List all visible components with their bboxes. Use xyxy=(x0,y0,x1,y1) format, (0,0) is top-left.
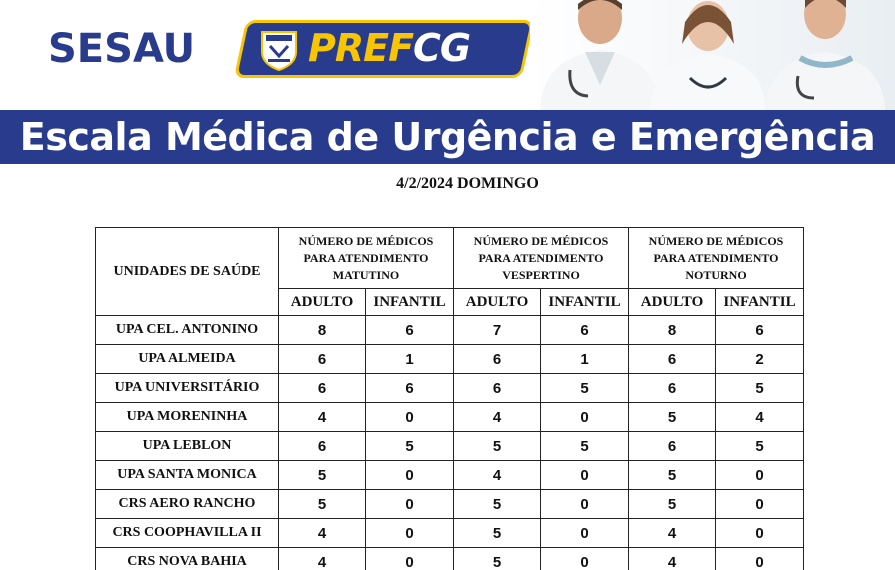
table-row xyxy=(96,461,804,490)
table-row xyxy=(96,403,804,432)
value-cell: 0 xyxy=(366,490,454,519)
value-cell: 6 xyxy=(279,374,366,403)
title-banner xyxy=(0,110,895,164)
page-header xyxy=(0,0,895,110)
value-cell: 0 xyxy=(541,548,629,570)
value-cell: 4 xyxy=(454,403,541,432)
value-cell: 2 xyxy=(716,345,804,374)
schedule-date: 4/2/2024 DOMINGO xyxy=(396,175,539,192)
value-cell: 6 xyxy=(279,345,366,374)
subheader-adult: ADULTO xyxy=(279,289,366,316)
value-cell: 4 xyxy=(454,461,541,490)
value-cell: 8 xyxy=(629,316,716,345)
value-cell: 5 xyxy=(279,490,366,519)
unit-name: UPA CEL. ANTONINO xyxy=(96,316,279,345)
period-header-night: NÚMERO DE MÉDICOS PARA ATENDIMENTO NOTURNO xyxy=(629,228,804,289)
unit-name: CRS COOPHAVILLA II xyxy=(96,519,279,548)
value-cell: 6 xyxy=(541,316,629,345)
value-cell: 0 xyxy=(366,548,454,570)
unit-name: UPA UNIVERSITÁRIO xyxy=(96,374,279,403)
value-cell: 6 xyxy=(629,432,716,461)
value-cell: 5 xyxy=(454,519,541,548)
value-cell: 1 xyxy=(366,345,454,374)
value-cell: 0 xyxy=(541,519,629,548)
value-cell: 5 xyxy=(541,432,629,461)
value-cell: 6 xyxy=(366,374,454,403)
value-cell: 5 xyxy=(629,490,716,519)
table-row xyxy=(96,490,804,519)
table-row xyxy=(96,432,804,461)
value-cell: 1 xyxy=(541,345,629,374)
value-cell: 5 xyxy=(629,403,716,432)
unit-name: UPA LEBLON xyxy=(96,432,279,461)
value-cell: 7 xyxy=(454,316,541,345)
value-cell: 0 xyxy=(541,403,629,432)
subheader-child: INFANTIL xyxy=(366,289,454,316)
coat-of-arms-icon xyxy=(258,26,300,72)
value-cell: 4 xyxy=(279,519,366,548)
value-cell: 4 xyxy=(716,403,804,432)
value-cell: 4 xyxy=(629,519,716,548)
value-cell: 4 xyxy=(629,548,716,570)
header-row xyxy=(96,228,804,289)
value-cell: 5 xyxy=(454,490,541,519)
table-row xyxy=(96,316,804,345)
value-cell: 5 xyxy=(541,374,629,403)
subheader-adult: ADULTO xyxy=(629,289,716,316)
units-header: UNIDADES DE SAÚDE xyxy=(96,228,279,316)
schedule-table xyxy=(95,227,804,570)
table-row xyxy=(96,345,804,374)
value-cell: 0 xyxy=(541,490,629,519)
table-row xyxy=(96,519,804,548)
unit-name: UPA MORENINHA xyxy=(96,403,279,432)
page-title: Escala Médica de Urgência e Emergência xyxy=(19,115,876,159)
value-cell: 5 xyxy=(279,461,366,490)
value-cell: 0 xyxy=(716,519,804,548)
value-cell: 4 xyxy=(279,403,366,432)
period-header-morning: NÚMERO DE MÉDICOS PARA ATENDIMENTO MATUTINO xyxy=(279,228,454,289)
value-cell: 0 xyxy=(541,461,629,490)
value-cell: 5 xyxy=(716,374,804,403)
value-cell: 0 xyxy=(366,461,454,490)
value-cell: 0 xyxy=(716,548,804,570)
unit-name: CRS NOVA BAHIA xyxy=(96,548,279,570)
period-header-afternoon: NÚMERO DE MÉDICOS PARA ATENDIMENTO VESPERTINO xyxy=(454,228,629,289)
value-cell: 0 xyxy=(366,519,454,548)
value-cell: 6 xyxy=(366,316,454,345)
value-cell: 5 xyxy=(716,432,804,461)
value-cell: 0 xyxy=(366,403,454,432)
value-cell: 5 xyxy=(629,461,716,490)
value-cell: 0 xyxy=(716,490,804,519)
value-cell: 6 xyxy=(279,432,366,461)
value-cell: 8 xyxy=(279,316,366,345)
subheader-child: INFANTIL xyxy=(541,289,629,316)
unit-name: CRS AERO RANCHO xyxy=(96,490,279,519)
value-cell: 4 xyxy=(279,548,366,570)
table-row xyxy=(96,548,804,570)
prefcg-logo: PREFCG xyxy=(308,26,471,70)
subheader-adult: ADULTO xyxy=(454,289,541,316)
value-cell: 5 xyxy=(366,432,454,461)
value-cell: 6 xyxy=(454,374,541,403)
value-cell: 6 xyxy=(629,374,716,403)
unit-name: UPA SANTA MONICA xyxy=(96,461,279,490)
value-cell: 6 xyxy=(454,345,541,374)
unit-name: UPA ALMEIDA xyxy=(96,345,279,374)
subheader-child: INFANTIL xyxy=(716,289,804,316)
value-cell: 5 xyxy=(454,548,541,570)
sesau-logo: SESAU xyxy=(48,26,196,72)
doctors-photo xyxy=(530,0,895,110)
value-cell: 6 xyxy=(716,316,804,345)
value-cell: 0 xyxy=(716,461,804,490)
table-row xyxy=(96,374,804,403)
value-cell: 5 xyxy=(454,432,541,461)
value-cell: 6 xyxy=(629,345,716,374)
